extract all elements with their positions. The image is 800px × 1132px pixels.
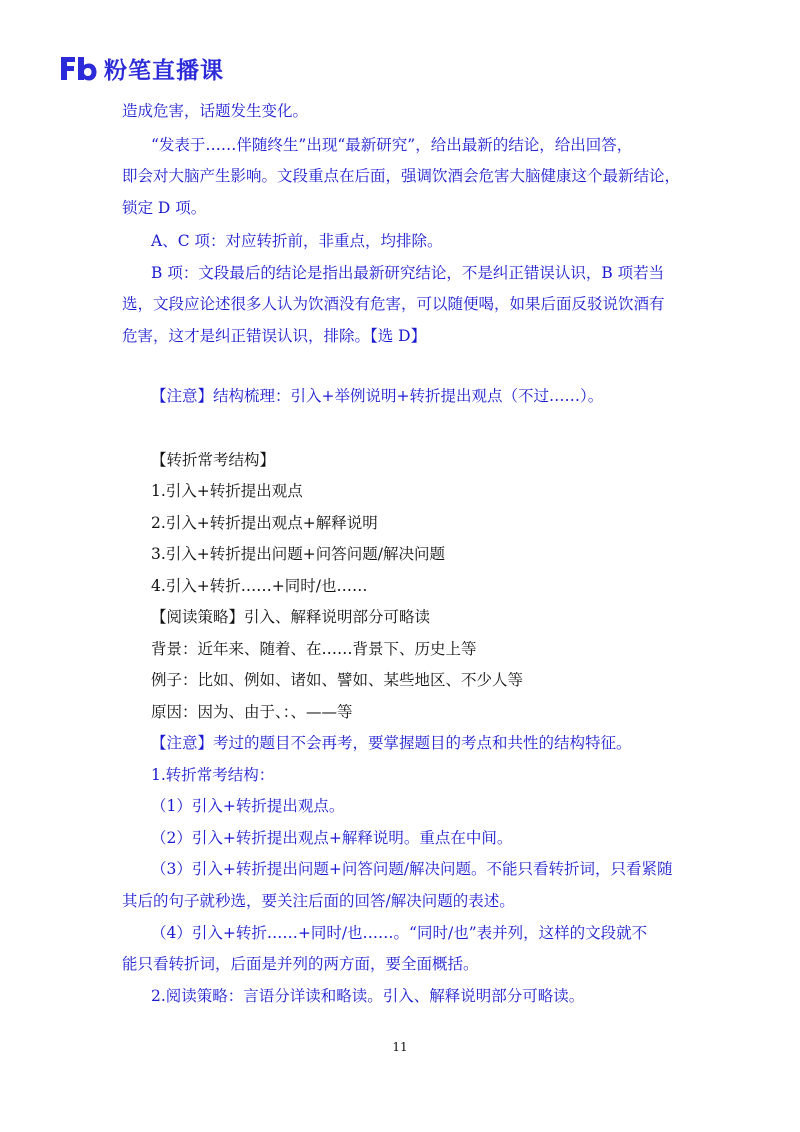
note-2-line-7: （4）引入+转折……+同时/也……。“同时/也”表并列，这样的文段就不 [151, 924, 648, 942]
structures-heading: 【转折常考结构】 [151, 451, 276, 469]
answer-paragraph-2-line-2: 即会对大脑产生影响。文段重点在后面，强调饮酒会危害大脑健康这个最新结论， [122, 167, 681, 185]
note-2-line-5: （3）引入+转折提出问题+问答问题/解决问题。不能只看转折词，只看紧随 [151, 860, 673, 878]
structure-item-3: 3.引入+转折提出问题+问答问题/解决问题 [151, 545, 445, 563]
reading-strategy: 【阅读策略】引入、解释说明部分可略读 [151, 608, 431, 626]
answer-paragraph-1-line-1: 造成危害，话题发生变化。 [122, 102, 309, 120]
note-2-line-2: 1.转折常考结构： [151, 766, 275, 784]
page-number: 11 [392, 1040, 408, 1054]
answer-paragraph-2-line-1: “发表于……伴随终生”出现“最新研究”，给出最新的结论，给出回答， [151, 136, 633, 154]
reason-markers: 原因：因为、由于、：、——等 [151, 703, 353, 721]
answer-paragraph-3-line-1: A、C 项：对应转折前，非重点，均排除。 [151, 232, 443, 250]
answer-paragraph-4-line-1: B 项：文段最后的结论是指出最新研究结论，不是纠正错误认识，B 项若当 [151, 264, 665, 282]
structure-item-4: 4.引入+转折……+同时/也…… [151, 577, 368, 595]
note-2-line-6: 其后的句子就秒选，要关注后面的回答/解决问题的表述。 [122, 892, 515, 910]
answer-paragraph-4-line-2: 选，文段应论述很多人认为饮酒没有危害，可以随便喝，如果后面反驳说饮酒有 [122, 295, 665, 313]
note-2-line-9: 2.阅读策略：言语分详读和略读。引入、解释说明部分可略读。 [151, 987, 585, 1005]
note-2-line-3: （1）引入+转折提出观点。 [151, 797, 345, 815]
structure-item-2: 2.引入+转折提出观点+解释说明 [151, 514, 378, 532]
note-2-line-8: 能只看转折词，后面是并列的两方面，要全面概括。 [122, 955, 479, 973]
fb-logo-icon [58, 53, 98, 83]
brand-name: 粉笔直播课 [104, 57, 224, 84]
background-markers: 背景：近年来、随着、在……背景下、历史上等 [151, 640, 477, 658]
structure-item-1: 1.引入+转折提出观点 [151, 482, 303, 500]
note-2-line-1: 【注意】考过的题目不会再考，要掌握题目的考点和共性的结构特征。 [151, 734, 632, 752]
answer-paragraph-4-line-3: 危害，这才是纠正错误认识，排除。【选 D】 [122, 327, 427, 345]
answer-paragraph-2-line-3: 锁定 D 项。 [122, 199, 207, 217]
example-markers: 例子：比如、例如、诸如、譬如、某些地区、不少人等 [151, 671, 524, 689]
header-logo [58, 52, 224, 84]
note-2-line-4: （2）引入+转折提出观点+解释说明。重点在中间。 [151, 829, 513, 847]
note-structure-summary: 【注意】结构梳理：引入+举例说明+转折提出观点（不过……）。 [151, 387, 604, 405]
